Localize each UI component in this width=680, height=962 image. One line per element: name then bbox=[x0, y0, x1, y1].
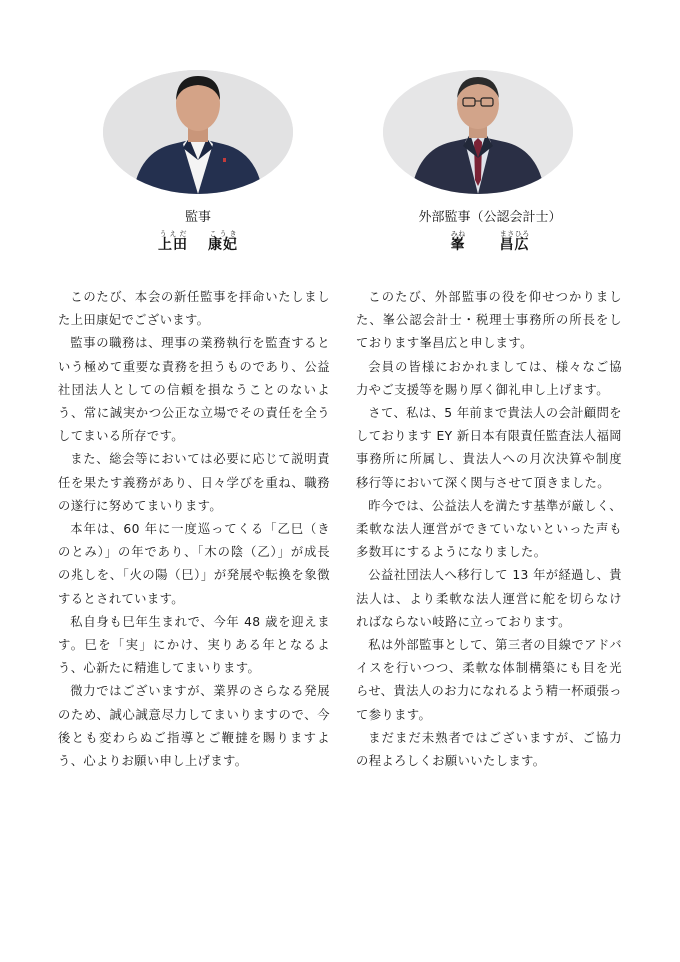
person-name bbox=[58, 230, 338, 254]
paragraph: 微力ではございますが、業界のさらなる発展のため、誠心誠意尽力してまいりますので、今後とも変わらぬご指導とご鞭撻を賜りますよう、心よりお願い申し上げます。 bbox=[58, 684, 330, 769]
paragraph: 昨今では、公益法人を満たす基準が厳しく、柔軟な法人運営ができていないといった声も多数耳にするようになりました。 bbox=[356, 498, 622, 560]
surname: 上田うえだ bbox=[158, 230, 188, 253]
paragraph: 公益社団法人へ移行して 13 年が経過し、貴法人は、より柔軟な法人運営に舵を切らなければならない岐路に立っております。 bbox=[356, 568, 622, 629]
person-name bbox=[350, 230, 630, 254]
surname: 峯みね bbox=[450, 230, 466, 253]
paragraph: このたび、外部監事の役を仰せつかりました、峯公認会計士・税理士事務所の所長をしております峯昌広と申します。 bbox=[356, 290, 622, 351]
portrait-illustration bbox=[383, 70, 573, 194]
paragraph: 私は外部監事として、第三者の目線でアドバイスを行いつつ、柔軟な体制構築にも目を光らせ、貴法人のお力になれるよう精一杯頑張って参ります。 bbox=[356, 638, 622, 722]
given-name: 昌広まさひろ bbox=[499, 230, 530, 253]
message-body bbox=[356, 286, 622, 773]
portrait-illustration bbox=[103, 70, 293, 194]
role-title: 監事 bbox=[184, 210, 211, 225]
given-name: 康妃こうき bbox=[208, 230, 238, 253]
paragraph: 会員の皆様におかれましては、様々なご協力やご支援等を賜り厚く御礼申し上げます。 bbox=[356, 359, 622, 397]
paragraph: 監事の職務は、理事の業務執行を監査するという極めて重要な責務を担うものであり、公益社団法人としての信頼を損なうことのないよう、常に誠実かつ公正な立場でその責任を全うしてまいる所存です。 bbox=[58, 336, 330, 444]
paragraph: このたび、本会の新任監事を拝命いたしました上田康妃でございます。 bbox=[58, 290, 330, 328]
paragraph: また、総会等においては必要に応じて説明責任を果たす義務があり、日々学びを重ね、職務の遂行に努めてまいります。 bbox=[58, 452, 330, 513]
message-body bbox=[58, 286, 330, 773]
paragraph: 本年は、60 年に一度巡ってくる「乙巳（きのとみ）」の年であり、「木の陰（乙）」が成長の兆しを、「火の陽（巳）」が発展や転換を象徴するとされています。 bbox=[58, 522, 330, 606]
portrait-photo-ueda bbox=[103, 70, 293, 194]
paragraph: さて、私は、5 年前まで貴法人の会計顧問をしております EY 新日本有限責任監査法人福岡事務所に所属し、貴法人への月次決算や制度移行等において深く関与させて頂きました。 bbox=[356, 406, 622, 490]
paragraph: 私自身も巳年生まれで、今年 48 歳を迎えます。巳を「実」にかけ、実りある年となるよう、心新たに精進してまいります。 bbox=[58, 614, 330, 676]
paragraph: まだまだ未熟者ではございますが、ご協力の程よろしくお願いいたします。 bbox=[356, 730, 622, 769]
role-title: 外部監事（公認会計士） bbox=[418, 210, 562, 225]
portrait-photo-mine bbox=[383, 70, 573, 194]
